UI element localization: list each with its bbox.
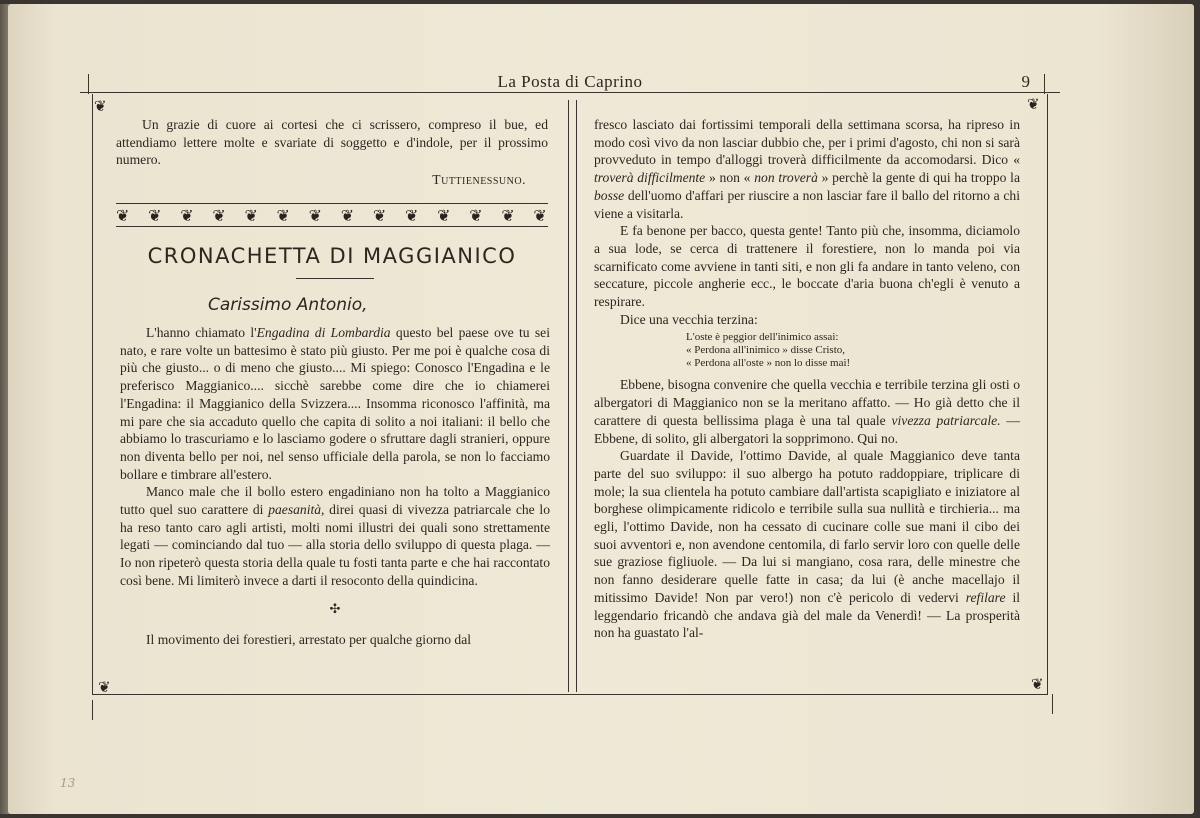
- band-ornament: ❦: [437, 205, 452, 225]
- head-tick-right: [1044, 74, 1045, 94]
- italic-phrase: vivezza patriarcale.: [891, 412, 1001, 428]
- pencil-margin-note: 13: [60, 776, 76, 790]
- body-paragraph: Dice una vecchia terzina:: [620, 311, 758, 327]
- italic-phrase: troverà difficilmente: [594, 170, 706, 186]
- band-ornament: ❦: [180, 205, 195, 225]
- italic-phrase: refilare: [965, 589, 1006, 605]
- head-tick-left: [88, 74, 89, 94]
- heading-rule: [296, 278, 374, 279]
- band-ornament: ❦: [148, 205, 163, 225]
- band-ornament: ❦: [501, 205, 516, 225]
- band-ornament: ❦: [116, 205, 131, 225]
- page-number: 9: [1021, 72, 1030, 91]
- italic-phrase: Engadina di Lombardia: [256, 325, 391, 340]
- column-rule-right: [576, 100, 577, 692]
- band-ornament: ❦: [533, 205, 548, 225]
- section-separator-ornament: ✣: [329, 600, 341, 616]
- left-column-body: [120, 324, 550, 649]
- band-ornament: ❦: [244, 205, 259, 225]
- band-ornament: ❦: [340, 205, 356, 225]
- article-heading: CRONACHETTA DI MAGGIANICO: [147, 244, 517, 268]
- body-paragraph: Ebbene, bisogna convenire che quella vecchia e terribile terzina gli osti o albergatori di Maggianico non se la meritano affatto. — Ho già detto che il carattere di questa bellissima plaga è una tal quale vivezza patriarcale. — Ebbene, di solito, gli albergatori la sopprimono. Qui no.: [594, 377, 1020, 446]
- page-title: La Posta di Caprino: [497, 72, 643, 91]
- body-paragraph: Il movimento dei forestieri, arrestato per qualche giorno dal: [146, 632, 472, 648]
- italic-phrase: bosse: [594, 187, 625, 203]
- band-ornament: ❦: [469, 205, 484, 225]
- salutation: Carissimo Antonio,: [208, 295, 368, 315]
- band-ornament: ❦: [372, 205, 388, 225]
- running-head: [80, 70, 1060, 93]
- corner-ornament-top-left: ❦: [94, 97, 107, 115]
- band-ornament: ❦: [308, 205, 324, 225]
- foot-tick-left: [92, 700, 93, 720]
- band-ornament: ❦: [276, 205, 291, 225]
- italic-phrase: non troverà: [754, 170, 818, 186]
- verse-line: « Perdona all'inimico » disse Cristo,: [686, 344, 846, 357]
- verse-line: L'oste è peggior dell'inimico assai:: [686, 331, 839, 344]
- body-paragraph: Guardate il Davide, l'ottimo Davide, al quale Maggianico deve tanta parte del suo sviluppo: il suo albergo ha potuto raddoppiare, triplicare di mole; la sua clientela ha potuto cambiare dall'artista scapigliato e iniziatore al borghese olimpicamente ridicolo e terribile sulla sua nullità e tirchieria... ma egli, l'ottimo Davide, non ha cessato di cucinare colle sue mani il cibo dei suoi avventori e, non avendone centomila, di farlo servir loro con quelle delle sue graziose figliuole. — Da lui si mangiano, cosa rara, delle minestre che non fanno desiderare quelle fatte in casa; da lui (è anche macellajo il mitissimo Davide! Non par vero!) non c'è pericolo di vedervi refilare il leggendario fricandò che andava già del male da Venerdì! — La prosperità non ha guastato l'al-: [594, 448, 1021, 641]
- corner-ornament-bottom-left: ❦: [98, 678, 111, 696]
- body-paragraph: fresco lasciato dai fortissimi temporali della settimana scorsa, ha ripreso in modo così vivo da non lasciar dubbio che, per i primi d'agosto, chi non si sarà provveduto in tempo d'alloggi troverà difficilmente da accomodarsi. Dico « troverà difficilmente » non « non troverà » perchè la gente di qui ha troppo la bosse dell'uomo d'affari per riuscire a non lasciar fare il ballo del ritorno a chi viene a visitarla.: [594, 117, 1020, 221]
- verse-quote: [686, 331, 1020, 370]
- body-paragraph: E fa benone per bacco, questa gente! Tanto più che, insomma, diciamolo a sua lode, se cerca di trattenere il forestiere, non lo manda poi via scarnificato come avviene in tanti siti, e non gli fa andare in tanto veleno, con seccature, piccole angherie ecc., le boccate d'aria buona ch'egli è venuto a respirare.: [594, 223, 1020, 310]
- signature: Tuttienessuno.: [432, 172, 526, 188]
- right-column-body: [594, 116, 1020, 642]
- italic-phrase: paesanità,: [268, 502, 325, 518]
- body-paragraph: Manco male che il bollo estero engadiniano non ha tolto a Maggianico tutto quel suo carattere di paesanità, direi quasi di vivezza patriarcale che lo ha reso tanto caro agli artisti, molti nomi illustri dei quali sono strettamente legati — cominciando dal tuo — alla storia dello sviluppo di questa plaga. — Io non ripeterò questa storia della quale tu fosti tanta parte e che hai raccontato così bene. Mi limiterò invece a darti il resoconto della quindicina.: [120, 484, 550, 588]
- ornamental-band: [116, 203, 548, 227]
- band-ornament: ❦: [404, 205, 420, 225]
- intro-paragraph: Un grazie di cuore ai cortesi che ci scrissero, compreso il bue, ed attendiamo lettere molte e svariate di soggetto e d'indole, per il prossimo numero.: [116, 117, 548, 168]
- body-paragraph: L'hanno chiamato l'Engadina di Lombardia questo bel paese ove tu sei nato, e rare volte un battesimo è stato più giusto. Per me poi è qualche cosa di più che giusto... o di meno che giusto.... Mi spiego: Conosco l'Engadina e le preferisco Maggianico.... sicchè sarebbe come dire che io chiamerei l'Engadina: il Maggianico della Svizzera.... Insomma riconosco l'affinità, ma mi pare che sia accaduto quello che capita di solito a noi italiani: il bello che abbiamo lo trascuriamo e lo lasciamo godere o sfruttare dagli stranieri, oppure non diventa bello per noi, nel senso ufficiale della parola, se non lo facciamo bollare e timbrare all'estero.: [120, 325, 550, 482]
- corner-ornament-top-right: ❦: [1027, 95, 1040, 113]
- column-rule-left: [568, 100, 569, 692]
- left-column-intro: [116, 116, 548, 189]
- band-ornament: ❦: [212, 205, 227, 225]
- foot-tick-right: [1052, 694, 1053, 714]
- verse-line: « Perdona all'oste » non lo disse mai!: [686, 357, 851, 370]
- corner-ornament-bottom-right: ❦: [1031, 675, 1044, 693]
